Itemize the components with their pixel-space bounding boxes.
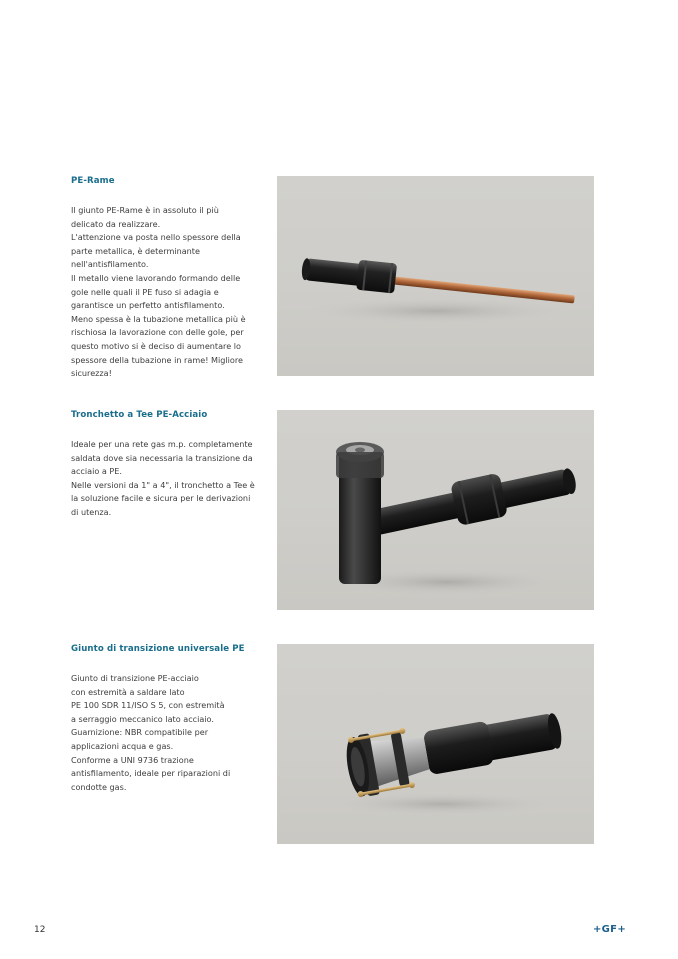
tee-joint-image [277, 410, 594, 610]
text-line: saldata dove sia necessaria la transizione da [71, 452, 253, 463]
text-line: parte metallica, è determinante [71, 245, 200, 256]
section-title: PE-Rame [71, 176, 115, 186]
text-line: la soluzione facile e sicura per le derivazioni [71, 493, 251, 504]
product-photo-universal-joint [277, 644, 594, 844]
text-line: acciaio a PE. [71, 466, 122, 477]
text-line: Conforme a UNI 9736 trazione [71, 754, 194, 765]
text-line: L'attenzione va posta nello spessore della [71, 232, 241, 243]
section-body [71, 204, 246, 381]
text-line: Ideale per una rete gas m.p. completamente [71, 439, 253, 449]
text-line: PE 100 SDR 11/ISO S 5, con estremità [71, 700, 225, 711]
text-line: con estremità a saldare lato [71, 686, 185, 697]
universal-transition-joint-image [277, 644, 594, 844]
text-line: condotte gas. [71, 781, 127, 792]
section-body [71, 438, 255, 520]
section-body [71, 672, 245, 794]
text-line: garantisce un perfetto antisfilamento. [71, 300, 225, 311]
section-giunto-transizione [71, 644, 245, 794]
section-pe-rame [71, 176, 246, 381]
product-photo-tee [277, 410, 594, 610]
text-line: Guarnizione: NBR compatibile per [71, 727, 209, 738]
text-line: questo motivo si è deciso di aumentare lo [71, 340, 241, 351]
text-line: rischiosa la lavorazione con delle gole, per [71, 327, 244, 338]
text-line: nell'antisfilamento. [71, 259, 149, 270]
text-line: Il giunto PE-Rame è in assoluto il più [71, 205, 219, 215]
text-line: antisfilamento, ideale per riparazioni di [71, 768, 231, 779]
text-line: Il metallo viene lavorando formando delle [71, 272, 241, 283]
text-line: spessore della tubazione in rame! Migliore [71, 354, 243, 365]
section-title: Giunto di transizione universale PE [71, 644, 245, 654]
gf-logo: +GF+ [593, 924, 626, 935]
page-number: 12 [34, 925, 46, 935]
text-line: Nelle versioni da 1" a 4", il tronchetto a Tee è [71, 479, 255, 490]
section-title: Tronchetto a Tee PE-Acciaio [71, 410, 208, 420]
text-line: sicurezza! [71, 368, 112, 379]
text-line: di utenza. [71, 506, 112, 517]
text-line: applicazioni acqua e gas. [71, 740, 174, 751]
text-line: gole nelle quali il PE fuso si adagia e [71, 286, 219, 297]
product-photo-pe-rame [277, 176, 594, 376]
pe-copper-joint-image [277, 176, 594, 376]
text-line: a serraggio meccanico lato acciaio. [71, 713, 214, 724]
text-line: Meno spessa è la tubazione metallica più è [71, 313, 246, 324]
text-line: Giunto di transizione PE-acciaio [71, 673, 199, 683]
section-tronchetto-tee [71, 410, 255, 520]
text-line: delicato da realizzare. [71, 218, 161, 229]
